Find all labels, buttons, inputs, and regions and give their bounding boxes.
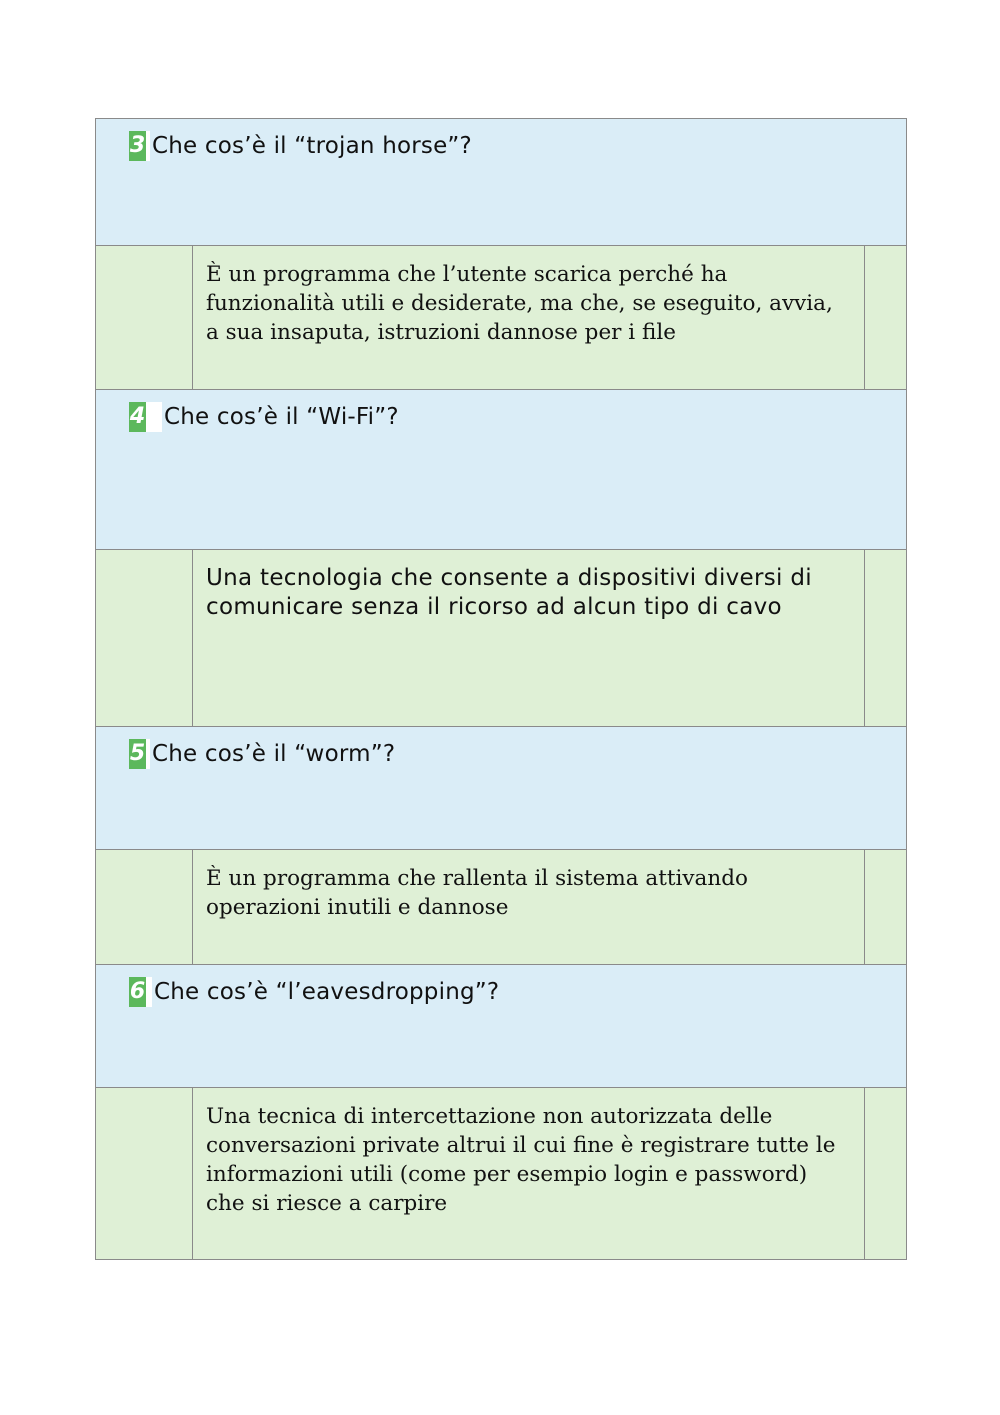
answer-left-cell bbox=[96, 550, 193, 726]
question-row-5 bbox=[95, 726, 907, 849]
answer-text: È un programma che l’utente scarica perché ha funzionalità utili e desiderate, ma che, se eseguito, avvia, a sua insaputa, istruzioni dannose per i file bbox=[206, 262, 833, 345]
answer-text: È un programma che rallenta il sistema attivando operazioni inutili e dannose bbox=[206, 866, 748, 920]
answer-left-cell bbox=[96, 850, 193, 964]
answer-right-cell bbox=[864, 246, 906, 389]
answer-row-5 bbox=[95, 849, 907, 964]
question-number-badge: 4 bbox=[129, 402, 146, 432]
answer-right-cell bbox=[864, 550, 906, 726]
question-header bbox=[129, 739, 395, 769]
question-number-badge: 3 bbox=[129, 131, 146, 161]
question-text: Che cos’è il “Wi-Fi”? bbox=[164, 404, 399, 430]
question-header bbox=[129, 977, 499, 1007]
number-gap bbox=[146, 739, 150, 769]
number-gap bbox=[146, 402, 162, 432]
answer-text: Una tecnologia che consente a dispositivi diversi di comunicare senza il ricorso ad alcun tipo di cavo bbox=[206, 565, 812, 620]
question-text: Che cos’è il “worm”? bbox=[152, 741, 396, 767]
question-row-3 bbox=[95, 118, 907, 245]
quiz-sheet bbox=[95, 118, 907, 1260]
answer-text: Una tecnica di intercettazione non autorizzata delle conversazioni private altrui il cui fine è registrare tutte le informazioni utili (come per esempio login e password) che si riesce a carpire bbox=[206, 1104, 836, 1216]
answer-row-3 bbox=[95, 245, 907, 389]
question-row-6 bbox=[95, 964, 907, 1087]
answer-left-cell bbox=[96, 1088, 193, 1259]
answer-row-6 bbox=[95, 1087, 907, 1260]
number-gap bbox=[146, 977, 152, 1007]
number-gap bbox=[146, 131, 150, 161]
answer-right-cell bbox=[864, 1088, 906, 1259]
question-header bbox=[129, 131, 472, 161]
answer-left-cell bbox=[96, 246, 193, 389]
answer-right-cell bbox=[864, 850, 906, 964]
question-row-4 bbox=[95, 389, 907, 549]
question-header bbox=[129, 402, 399, 432]
question-text: Che cos’è “l’eavesdropping”? bbox=[154, 979, 500, 1005]
question-text: Che cos’è il “trojan horse”? bbox=[152, 133, 472, 159]
question-number-badge: 6 bbox=[129, 977, 146, 1007]
answer-row-4 bbox=[95, 549, 907, 726]
question-number-badge: 5 bbox=[129, 739, 146, 769]
